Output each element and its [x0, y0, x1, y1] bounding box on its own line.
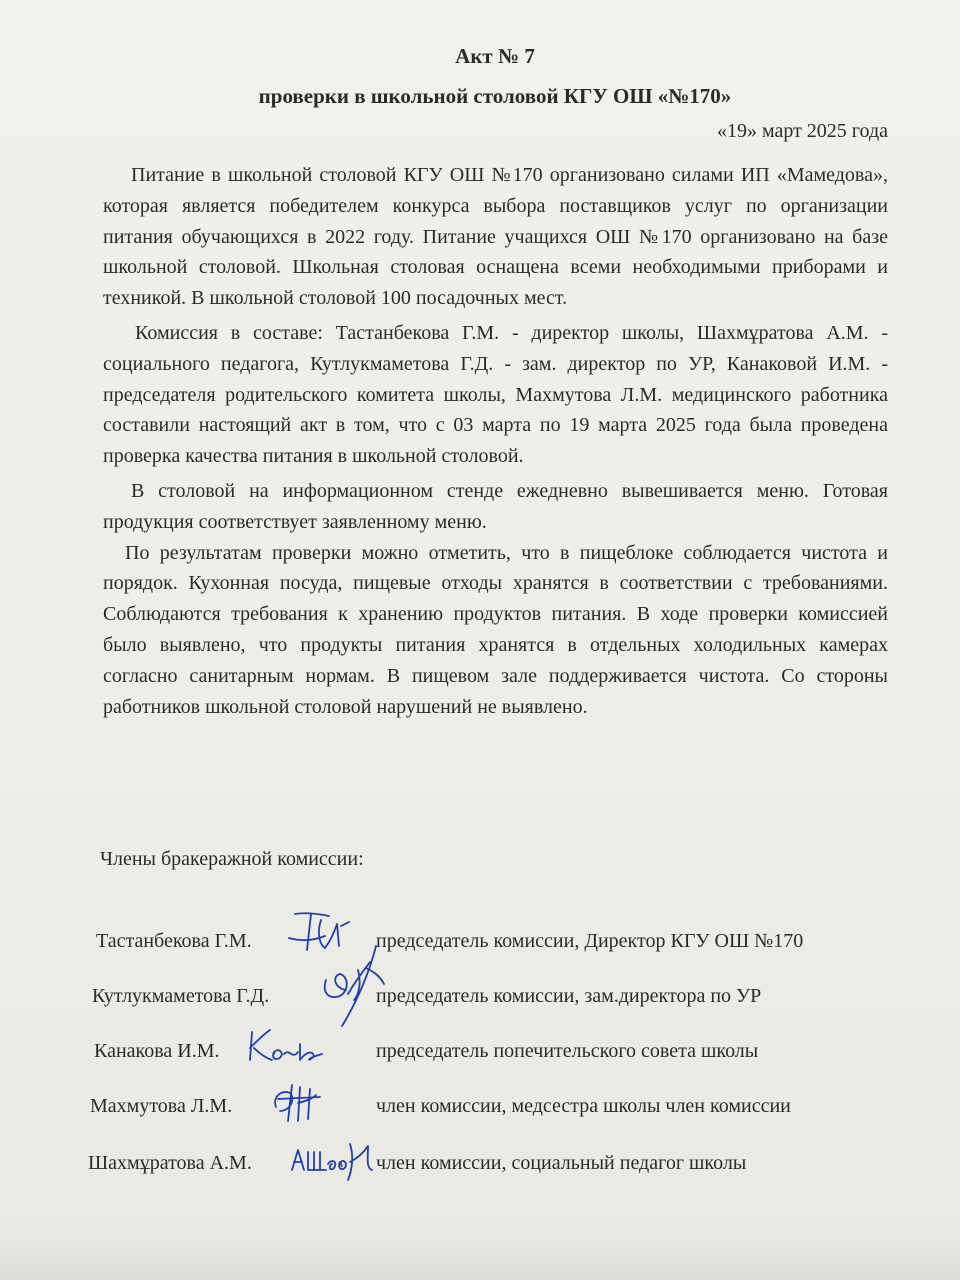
member-name: Тастанбекова Г.М. [96, 930, 252, 952]
member-role: член комиссии, медсестра школы член комиссии [376, 1095, 791, 1117]
signature-mark [288, 1140, 378, 1184]
member-role: председатель попечительского совета школы [376, 1040, 759, 1062]
member-role: председатель комиссии, зам.директора по УР [376, 985, 762, 1007]
member-role: член комиссии, социальный педагог школы [376, 1152, 747, 1174]
member-row [0, 1095, 960, 1135]
members-heading: Члены бракеражной комиссии: [100, 848, 364, 870]
paragraph-catering: Питание в школьной столовой КГУ ОШ №170 организовано силами ИП «Мамедова», которая является победителем конкурса выбора поставщиков услуг по организации питания обучающихся в 2022 году. Питание учащихся ОШ №170 организовано на базе школьной столовой. Школьная столовая оснащена всеми необходимыми приборами и техникой. В школьной столовой 100 посадочных мест. [103, 164, 888, 310]
member-name: Шахмұратова А.М. [88, 1152, 252, 1174]
act-title: Акт № 7 [455, 44, 535, 68]
member-row [0, 1040, 960, 1080]
act-body [103, 160, 888, 722]
photo-shadow [0, 1230, 960, 1280]
member-row [0, 930, 960, 970]
act-date: «19» март 2025 года [716, 120, 888, 142]
member-row [0, 985, 960, 1025]
paragraph-commission: Комиссия в составе: Тастанбекова Г.М. - директор школы, Шахмұратова А.М. - социального педагога, Кутлукмаметова Г.Д. - зам. директор по УР, Канаковой И.М. - председателя родительского комитета школы, Махмутова Л.М. медицинского работника составили настоящий акт в том, что с 03 марта по 19 марта 2025 года была проведена проверка качества питания в школьной столовой. [103, 321, 888, 468]
member-name: Махмутова Л.М. [90, 1095, 233, 1117]
signature-mark [244, 1026, 328, 1070]
paragraph-results: По результатам проверки можно отметить, что в пищеблоке соблюдается чистота и порядок. Кухонная посуда, пищевые отходы хранятся в соответствии с требованиями. Соблюдаются требования к хранению продуктов питания. В ходе проверки комиссией было выявлено, что продукты питания хранятся в отдельных холодильных камерах согласно санитарным нормам. В пищевом зале поддерживается чистота. Со стороны работников школьной столовой нарушений не выявлено. [103, 541, 888, 718]
member-name: Канакова И.М. [94, 1040, 220, 1062]
signature-mark [270, 1081, 330, 1125]
member-row [0, 1152, 960, 1192]
paragraph-menu: В столовой на информационном стенде ежедневно вывешивается меню. Готовая продукция соответствует заявленному меню. [103, 479, 888, 533]
act-subtitle: проверки в школьной столовой КГУ ОШ «№170» [258, 84, 732, 108]
member-role: председатель комиссии, Директор КГУ ОШ №170 [376, 930, 804, 952]
member-name: Кутлукмаметова Г.Д. [92, 985, 270, 1007]
